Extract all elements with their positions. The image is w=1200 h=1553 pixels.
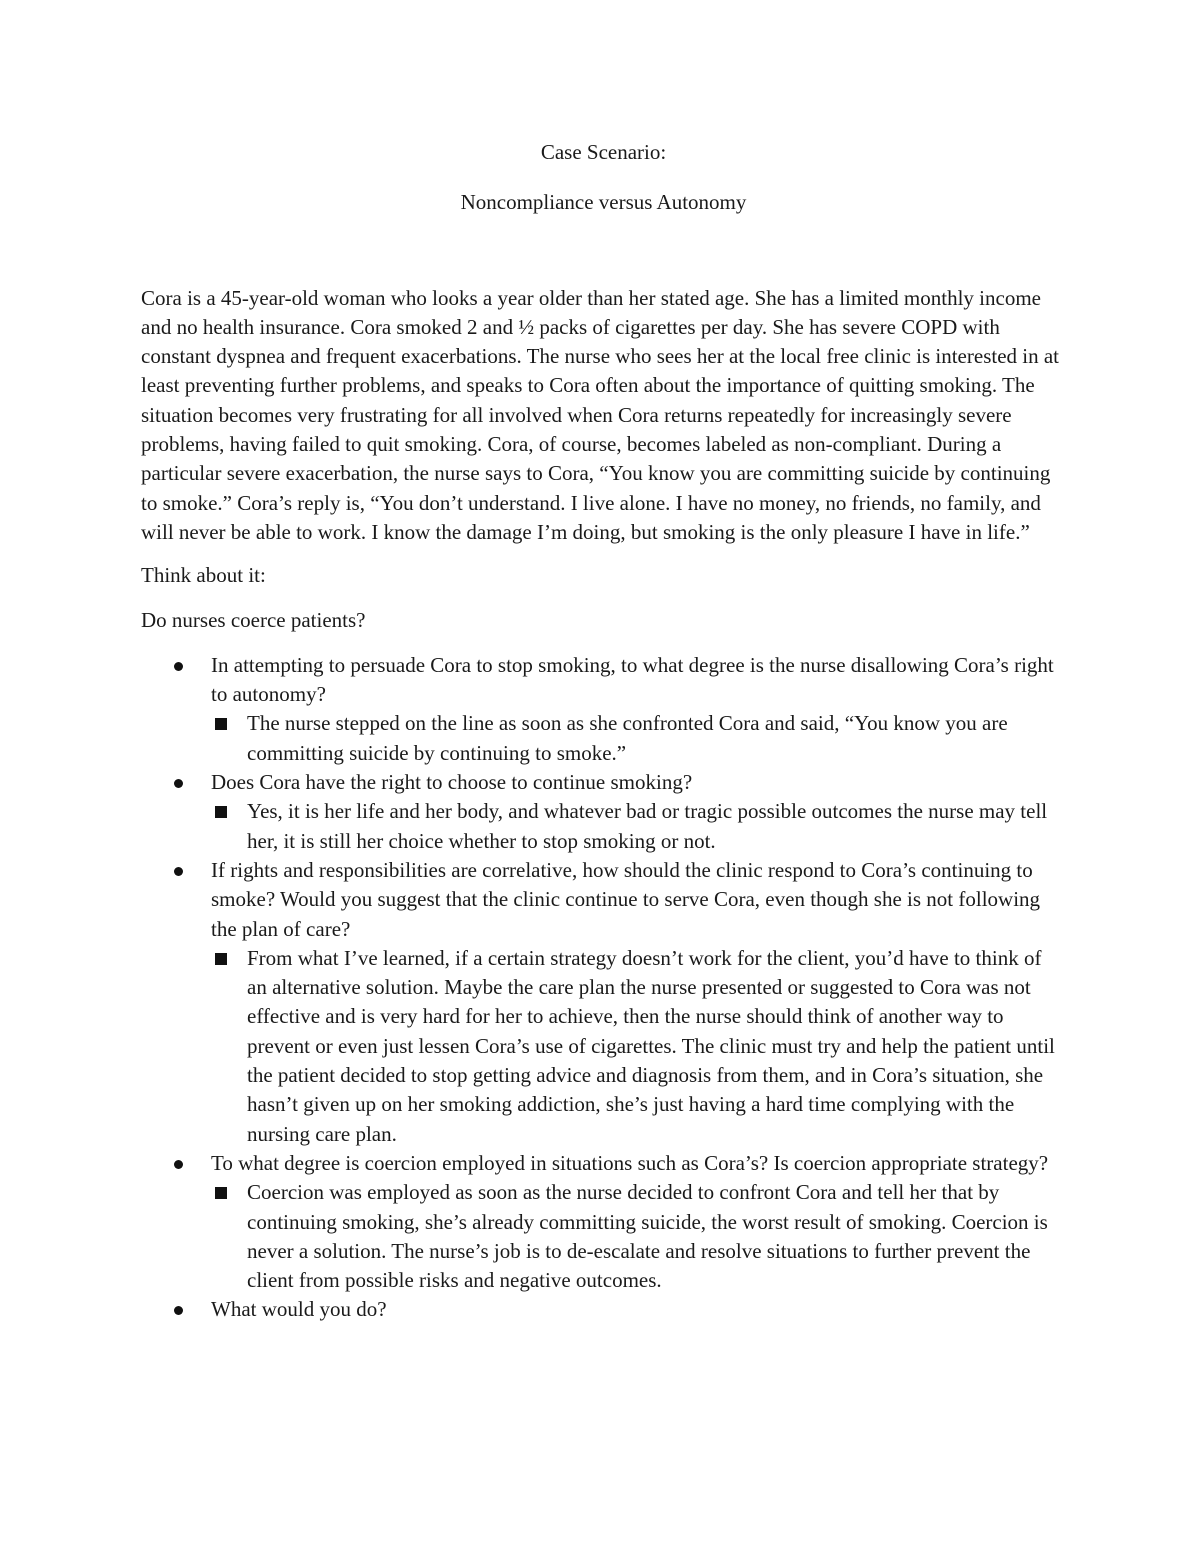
answer-text: The nurse stepped on the line as soon as she confronted Cora and said, “You know you are committing suicide by continuing to smoke.”: [247, 711, 1008, 765]
answer-list: [211, 797, 1066, 856]
answer-text: Coercion was employed as soon as the nurse decided to confront Cora and tell her that by continuing smoking, she’s already committing suicide, the worst result of smoking. Coercion is never a solution. The nurse’s job is to de-escalate and resolve situations to further prevent the client from possible risks and negative outcomes.: [247, 1180, 1048, 1293]
answer-text: Yes, it is her life and her body, and whatever bad or tragic possible outcomes the nurse may tell her, it is still her choice whether to stop smoking or not.: [247, 799, 1048, 853]
square-bullet-icon: [215, 806, 227, 818]
scenario-paragraph: Cora is a 45-year-old woman who looks a year older than her stated age. She has a limited monthly income and no health insurance. Cora smoked 2 and ½ packs of cigarettes per day. She has severe COPD with constant dyspnea and frequent exacerbations. The nurse who sees her at the local free clinic is interested in at least preventing further problems, and speaks to Cora often about the importance of quitting smoking. The situation becomes very frustrating for all involved when Cora returns repeatedly for increasingly severe problems, having failed to quit smoking. Cora, of course, becomes labeled as non-compliant. During a particular severe exacerbation, the nurse says to Cora, “You know you are committing suicide by continuing to smoke.” Cora’s reply is, “You don’t understand. I live alone. I have no money, no friends, no family, and will never be able to work. I know the damage I’m doing, but smoking is the only pleasure I have in life.”: [141, 285, 1060, 544]
answer-list: [211, 944, 1066, 1149]
question-item: [141, 856, 1066, 1149]
answer-item: [211, 709, 1066, 768]
document-title: Case Scenario:: [540, 140, 667, 164]
question-heading: Do nurses coerce patients?: [141, 607, 366, 632]
question-item: [141, 768, 1066, 856]
think-label: Think about it:: [141, 563, 266, 588]
question-item: [141, 1295, 1066, 1324]
answer-list: [211, 709, 1066, 768]
document-subtitle: Noncompliance versus Autonomy: [460, 190, 747, 215]
round-bullet-icon: [174, 779, 183, 788]
question-item: [141, 1149, 1066, 1295]
question-text: Does Cora have the right to choose to continue smoking?: [211, 770, 693, 795]
document-page: [141, 138, 1066, 1325]
question-text: If rights and responsibilities are correlative, how should the clinic respond to Cora’s continuing to smoke? Would you suggest that the clinic continue to serve Cora, even though she is not following the plan of care?: [211, 857, 1041, 941]
question-list: [141, 651, 1066, 1325]
answer-list: [211, 1178, 1066, 1295]
answer-item: [211, 944, 1066, 1149]
question-text: To what degree is coercion employed in situations such as Cora’s? Is coercion appropriate strategy?: [211, 1150, 1049, 1175]
answer-text: From what I’ve learned, if a certain strategy doesn’t work for the client, you’d have to think of an alternative solution. Maybe the care plan the nurse presented or suggested to Cora was not effective and is very hard for her to achieve, then the nurse should think of another way to prevent or even just lessen Cora’s use of cigarettes. The clinic must try and help the patient until the patient decided to stop getting advice and diagnosis from them, and in Cora’s situation, she hasn’t given up on her smoking addiction, she’s just having a hard time complying with the nursing care plan.: [247, 945, 1055, 1146]
round-bullet-icon: [174, 1306, 183, 1315]
round-bullet-icon: [174, 1160, 183, 1169]
round-bullet-icon: [174, 662, 183, 671]
answer-item: [211, 797, 1066, 856]
square-bullet-icon: [215, 1187, 227, 1199]
square-bullet-icon: [215, 953, 227, 965]
question-text: What would you do?: [211, 1297, 387, 1322]
square-bullet-icon: [215, 718, 227, 730]
round-bullet-icon: [174, 867, 183, 876]
answer-item: [211, 1178, 1066, 1295]
question-item: [141, 651, 1066, 768]
question-text: In attempting to persuade Cora to stop smoking, to what degree is the nurse disallowing Cora’s right to autonomy?: [211, 652, 1054, 707]
